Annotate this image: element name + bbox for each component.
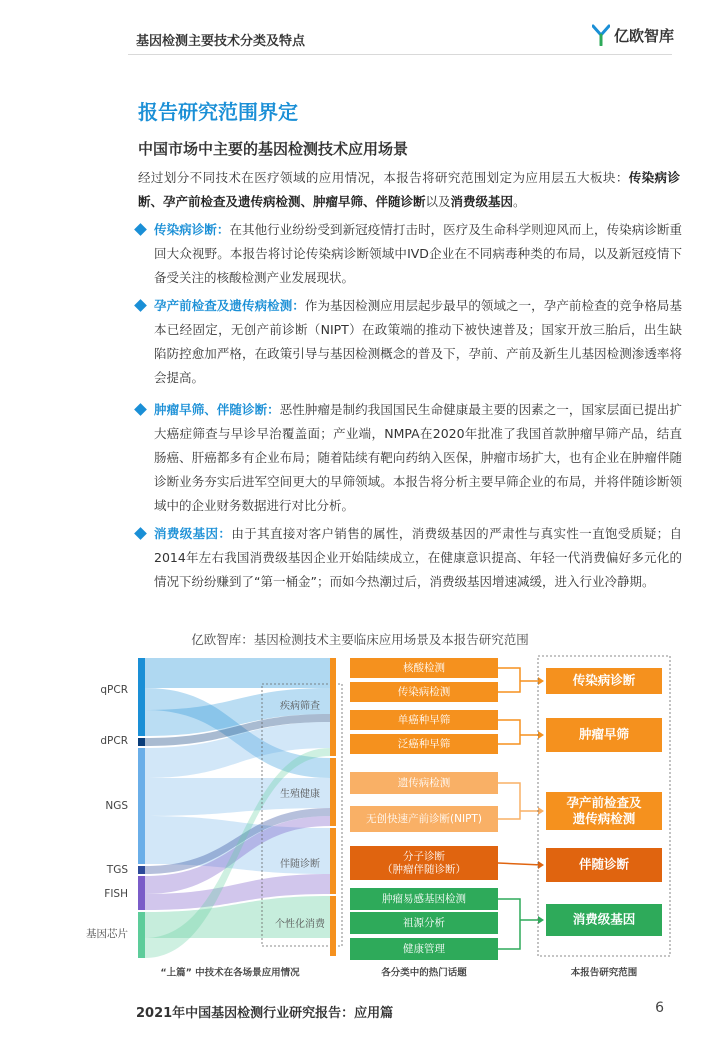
diamond-bullet-icon xyxy=(134,299,147,312)
intro-mid: 以及 xyxy=(425,194,451,209)
topic-label: 健康管理 xyxy=(403,943,445,955)
tech-label: qPCR xyxy=(100,684,128,696)
topic-label: 核酸检测 xyxy=(403,662,445,674)
caption-right: 本报告研究范围 xyxy=(570,967,638,979)
tech-bar-ngs xyxy=(138,748,145,864)
scenario-label: 伴随诊断 xyxy=(280,859,320,870)
tech-bar-基因芯片 xyxy=(138,912,145,958)
scenario-bar xyxy=(330,828,336,894)
bullet-term: 肿瘤早筛、伴随诊断： xyxy=(154,402,280,417)
figure-title: 亿欧智库：基因检测技术主要临床应用场景及本报告研究范围 xyxy=(191,632,529,647)
intro-text: 经过划分不同技术在医疗领域的应用情况，本报告将研究范围划定为应用层五大板块： xyxy=(138,170,629,185)
topic-label-line: （肿瘤伴随诊断） xyxy=(382,863,466,876)
bullet-text: 作为基因检测应用层起步最早的领域之一，孕产前检查的竞争格局基本已经固定，无创产前诊断（NIPT）在政策端的推动下被快速普及；国家开放三胎后，出生缺陷防控愈加严格，在政策引导与基因检测概念的普及下，孕前、产前及新生儿基因检测渗透率将会提高。 xyxy=(154,298,682,385)
diamond-bullet-icon xyxy=(134,527,147,540)
section-title: 报告研究范围界定 xyxy=(138,100,298,124)
bullet-text: 由于其直接对客户销售的属性，消费级基因的严肃性与真实性一直饱受质疑；自2014年左右我国消费级基因企业开始陆续成立，在健康意识提高、年轻一代消费偏好多元化的情况下纷纷赚到了“第一桶金”；而如今热潮过后，消费级基因增速减缓，进入行业冷静期。 xyxy=(154,526,682,589)
tech-bar-dpcr xyxy=(138,738,145,746)
topic-label: 祖源分析 xyxy=(403,917,445,929)
topic-label-line: 分子诊断 xyxy=(403,850,445,863)
brand-logo-text: 亿欧智库 xyxy=(614,26,675,45)
arrow-head-icon xyxy=(538,677,544,685)
group-connector xyxy=(498,863,542,865)
scope-label-line: 遗传病检测 xyxy=(572,810,636,826)
group-bracket xyxy=(498,783,520,819)
tech-bar-tgs xyxy=(138,866,145,874)
diamond-bullet-icon xyxy=(134,403,147,416)
report-header-title: 基因检测主要技术分类及特点 xyxy=(136,34,306,49)
scope-label: 伴随诊断 xyxy=(578,856,630,872)
bullet-tumor-screening xyxy=(136,398,682,518)
tech-label: 基因芯片 xyxy=(86,928,128,940)
scenario-bar xyxy=(330,896,336,956)
arrow-head-icon xyxy=(538,916,544,924)
caption-middle: 各分类中的热门话题 xyxy=(381,967,467,979)
intro-bold-scope: 传染病诊断、孕产前检查及遗传病检测、肿瘤早筛、伴随诊断 xyxy=(138,170,680,209)
topic-label: 肿瘤易感基因检测 xyxy=(382,893,466,905)
sankey-flow xyxy=(145,658,330,688)
yiou-logo-icon xyxy=(592,24,610,46)
footer-report-title: 2021年中国基因检测行业研究报告：应用篇 xyxy=(136,1006,394,1021)
diamond-bullet-icon xyxy=(134,223,147,236)
topic-label: 泛癌种早筛 xyxy=(397,738,451,750)
topic-label: 无创快速产前诊断(NIPT) xyxy=(366,813,482,825)
group-bracket xyxy=(498,720,520,744)
topic-label: 遗传病检测 xyxy=(397,777,451,789)
section-subtitle: 中国市场中主要的基因检测技术应用场景 xyxy=(138,140,409,158)
tech-label: NGS xyxy=(105,800,128,812)
tech-bar-fish xyxy=(138,876,145,910)
group-bracket xyxy=(498,668,520,692)
group-bracket xyxy=(498,899,520,949)
scope-label xyxy=(566,795,642,826)
tech-label: FISH xyxy=(104,888,128,900)
intro-bold-consumer: 消费级基因 xyxy=(450,194,514,209)
bullet-text: 恶性肿瘤是制约我国国民生命健康最主要的因素之一，国家层面已提出扩大癌症筛查与早诊早治覆盖面；产业端，NMPA在2020年批准了我国首款肿瘤早筛产品，结直肠癌、肝癌都多有企业布局；随着陆续有靶向药纳入医保，肿瘤市场扩大，也有企业在肿瘤伴随诊断业务夯实后进军空间更大的早筛领域。本报告将分析主要早筛企业的布局，并将伴随诊断领域中的企业财务数据进行对比分析。 xyxy=(154,402,682,513)
bullet-term: 传染病诊断： xyxy=(154,222,230,237)
tech-label: TGS xyxy=(106,864,128,876)
intro-paragraph xyxy=(138,166,680,214)
tech-bar-qpcr xyxy=(138,658,145,736)
page-number: 6 xyxy=(655,1000,664,1016)
scenario-label: 个性化消费 xyxy=(275,919,325,930)
topic-label: 单癌种早筛 xyxy=(397,714,451,726)
topic-label: 传染病检测 xyxy=(397,686,451,698)
tech-label: dPCR xyxy=(100,735,128,747)
arrow-head-icon xyxy=(538,861,544,869)
bullet-infectious-disease xyxy=(136,218,682,290)
scenario-bar xyxy=(330,658,336,756)
scenario-bar xyxy=(330,758,336,826)
bullet-consumer-genetics xyxy=(136,522,682,594)
arrow-head-icon xyxy=(538,807,544,815)
scenario-label: 生殖健康 xyxy=(280,789,320,800)
scope-label-line: 孕产前检查及 xyxy=(566,794,642,810)
arrow-head-icon xyxy=(538,731,544,739)
header-divider xyxy=(128,54,672,55)
scenario-label: 疾病筛查 xyxy=(280,701,320,712)
bullet-term: 孕产前检查及遗传病检测： xyxy=(154,298,305,313)
sankey-diagram xyxy=(0,648,720,988)
bullet-term: 消费级基因： xyxy=(154,526,232,541)
bullet-prenatal-genetic xyxy=(136,294,682,390)
intro-end: 。 xyxy=(513,194,526,209)
scope-label: 传染病诊断 xyxy=(572,672,636,688)
scope-label: 消费级基因 xyxy=(572,911,636,927)
scope-label: 肿瘤早筛 xyxy=(578,726,630,742)
caption-left: “上篇” 中技术在各场景应用情况 xyxy=(160,967,300,979)
brand-logo xyxy=(592,24,674,46)
bullet-text: 在其他行业纷纷受到新冠疫情打击时，医疗及生命科学则迎风而上，传染病诊断重回大众视野。本报告将讨论传染病诊断领域中IVD企业在不同病毒种类的布局，以及新冠疫情下备受关注的核酸检测产业发展现状。 xyxy=(154,222,682,285)
